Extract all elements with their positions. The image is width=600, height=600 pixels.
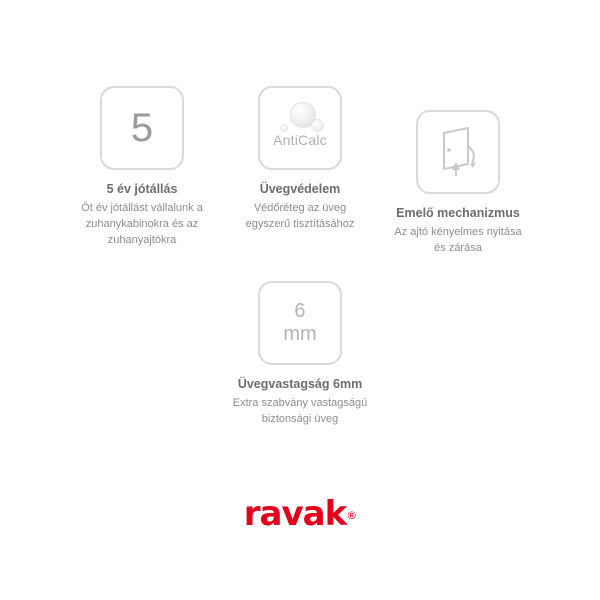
- feature-title: Üvegvastagság 6mm: [237, 377, 363, 392]
- brand-logo-text: ravak: [243, 494, 347, 534]
- warranty-icon-box: [100, 86, 184, 170]
- lifting-icon-box: [416, 110, 500, 194]
- glass-thickness-icon: 6 mm: [283, 300, 317, 346]
- feature-grid: [0, 86, 600, 428]
- feature-glass-thickness: [224, 281, 376, 428]
- feature-description: Védőréteg az üveg egyszerű tisztításához: [245, 202, 355, 231]
- feature-description: Az ajtó kényelmes nyitása és zárása: [394, 226, 522, 255]
- feature-description: Extra szabvány vastagságú biztonsági üveg: [232, 397, 368, 426]
- feature-glass-protection: [224, 86, 376, 257]
- anticalc-icon-box: [258, 86, 342, 170]
- anticalc-label: AntiCalc: [273, 132, 327, 148]
- water-drop-small-icon: [311, 119, 324, 132]
- feature-title: Üvegvédelem: [259, 182, 341, 196]
- registered-trademark-icon: ®: [346, 508, 357, 522]
- feature-warranty: [66, 86, 218, 257]
- number-5-icon: 5: [130, 106, 154, 150]
- feature-description: Öt év jótállást vállalunk a zuhanykabinokra és az zuhanyajtókra: [81, 202, 203, 247]
- feature-title: 5 év jótállás: [106, 182, 178, 196]
- water-drop-tiny-icon: [280, 124, 288, 132]
- brand-logo: [0, 494, 600, 534]
- thickness-icon-box: [258, 281, 342, 365]
- feature-title: Emelő mechanizmus: [396, 206, 520, 220]
- lifting-door-icon: [430, 124, 486, 180]
- feature-lifting-mechanism: [382, 110, 534, 257]
- anticalc-droplets-icon: [260, 88, 340, 168]
